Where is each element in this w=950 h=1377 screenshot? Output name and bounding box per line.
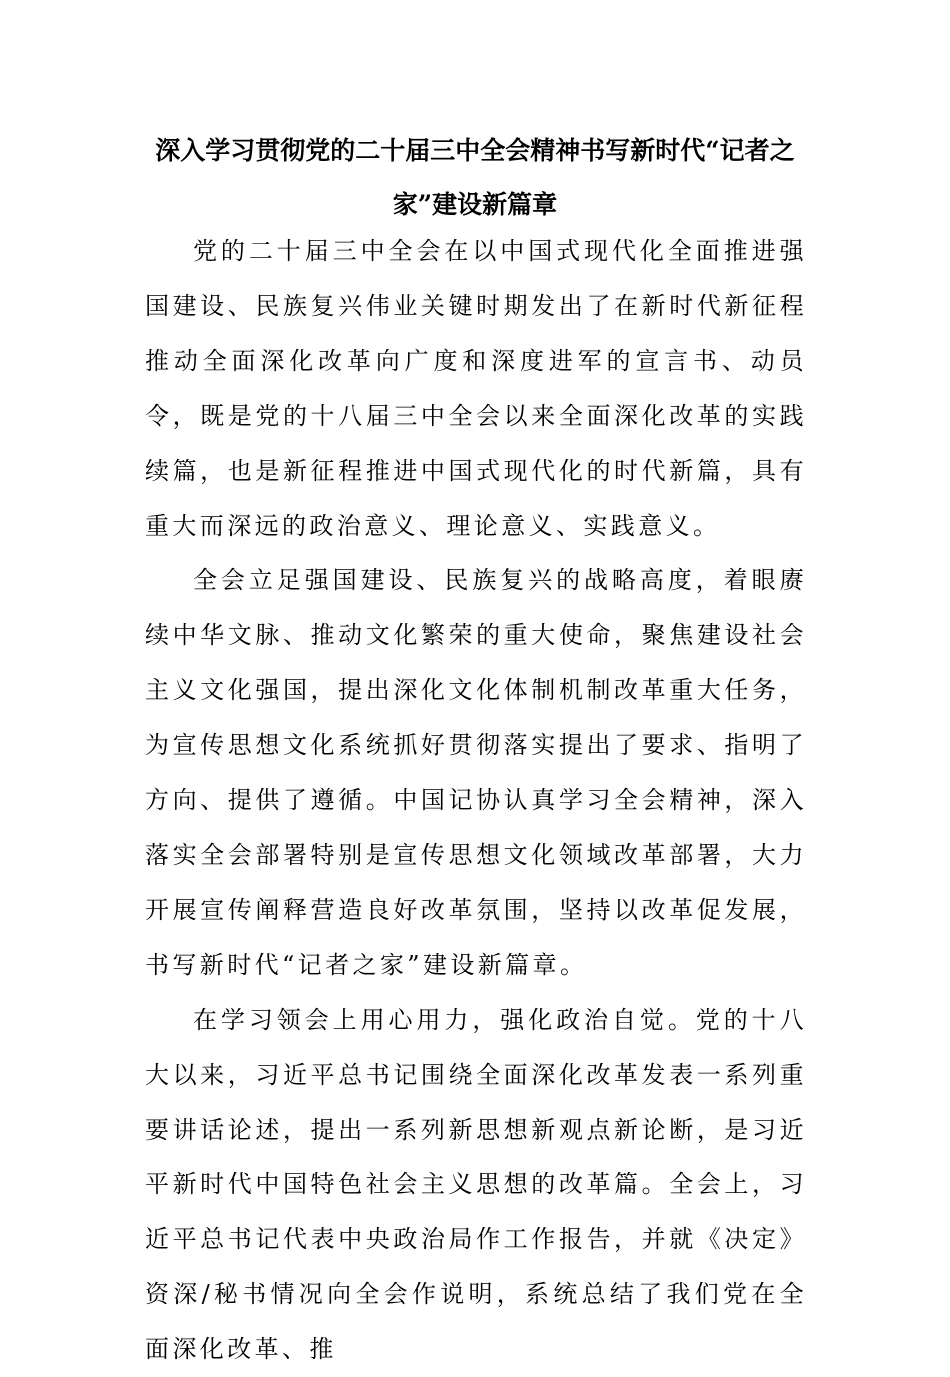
paragraph-1: 党的二十届三中全会在以中国式现代化全面推进强国建设、民族复兴伟业关键时期发出了在新时代新征程推动全面深化改革向广度和深度进军的宣言书、动员令，既是党的十八届三中全会以来全面深化改革的实践续篇，也是新征程推进中国式现代化的时代新篇，具有重大而深远的政治意义、理论意义、实践意义。 (145, 237, 807, 540)
document-body (145, 224, 807, 1377)
paragraph-3: 在学习领会上用心用力，强化政治自觉。党的十八大以来，习近平总书记围绕全面深化改革发表一系列重要讲话论述，提出一系列新思想新观点新论断，是习近平新时代中国特色社会主义思想的改革篇。全会上，习近平总书记代表中央政治局作工作报告，并就《决定》资深/秘书情况向全会作说明，系统总结了我们党在全面深化改革、推 (145, 1005, 807, 1364)
paragraph-2: 全会立足强国建设、民族复兴的战略高度，着眼赓续中华文脉、推动文化繁荣的重大使命，聚焦建设社会主义文化强国，提出深化文化体制机制改革重大任务，为宣传思想文化系统抓好贯彻落实提出了要求、指明了方向、提供了遵循。中国记协认真学习全会精神，深入落实全会部署特别是宣传思想文化领域改革部署，大力开展宣传阐释营造良好改革氛围，坚持以改革促发展，书写新时代“记者之家”建设新篇章。 (145, 566, 807, 979)
document-title: 深入学习贯彻党的二十届三中全会精神书写新时代“记者之家”建设新篇章 (155, 136, 795, 219)
